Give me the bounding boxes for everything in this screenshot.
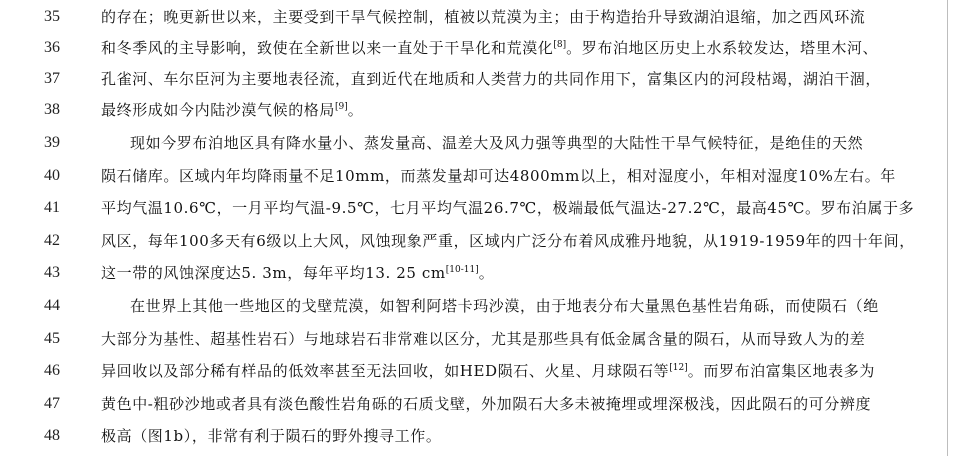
- line-text: [101, 224, 916, 258]
- line-text-main: 异回收以及部分稀有样品的低效率甚至无法回收，如HED陨石、火星、月球陨石等: [101, 362, 670, 380]
- text-line: [0, 256, 947, 290]
- line-text: [101, 322, 916, 356]
- line-number: 42: [44, 232, 60, 249]
- line-text-main: 最终形成如今内陆沙漠气候的格局: [101, 101, 336, 119]
- line-text-main: 现如今罗布泊地区具有降水量小、蒸发量高、温差大及风力强等典型的大陆性干旱气候特征，是绝佳的天然: [130, 134, 864, 152]
- line-text-main: 和冬季风的主导影响，致使在全新世以来一直处于干旱化和荒漠化: [101, 39, 554, 57]
- line-number: 46: [44, 362, 60, 379]
- line-text-main: 黄色中-粗砂沙地或者具有淡色酸性岩角砾的石质戈壁，外加陨石大多未被掩埋或埋深极浅，因此陨石的可分辨度: [101, 395, 872, 413]
- line-number: 41: [44, 199, 60, 216]
- citation-superscript: [12]: [669, 363, 688, 373]
- text-line: [0, 31, 947, 65]
- line-text: [101, 62, 916, 96]
- line-text: [101, 354, 916, 388]
- citation-superscript: [10-11]: [445, 265, 479, 275]
- page-edge-divider: [947, 0, 948, 456]
- line-text: [101, 419, 916, 453]
- line-number: 44: [44, 297, 60, 314]
- line-text-main: 极高（图1b），非常有利于陨石的野外搜寻工作。: [101, 427, 442, 445]
- text-line: [0, 322, 947, 356]
- text-line: [0, 387, 947, 421]
- line-text: [101, 159, 916, 193]
- line-text: [101, 256, 916, 290]
- line-text: [101, 31, 916, 65]
- line-text: [101, 0, 916, 34]
- text-line: [0, 159, 947, 193]
- line-text-main: 平均气温10.6℃，一月平均气温-9.5℃，七月平均气温26.7℃，极端最低气温达-27.2℃，最高45℃。罗布泊属于多: [101, 199, 915, 217]
- text-line: [0, 289, 947, 323]
- line-number: 45: [44, 330, 60, 347]
- text-line: [0, 224, 947, 258]
- citation-superscript: [9]: [335, 102, 348, 112]
- text-line: [0, 354, 947, 388]
- line-number: 43: [44, 264, 60, 281]
- line-text: [130, 289, 916, 323]
- line-number: 38: [44, 101, 60, 118]
- line-text-main: 孔雀河、车尔臣河为主要地表径流，直到近代在地质和人类营力的共同作用下，富集区内的河段枯竭，湖泊干涸，: [101, 70, 882, 88]
- line-text: [130, 126, 916, 160]
- line-text-main: 大部分为基性、超基性岩石）与地球岩石非常难以区分，尤其是那些具有低金属含量的陨石，从而导致人为的差: [101, 330, 866, 348]
- citation-superscript: [8]: [553, 40, 567, 50]
- line-text-after: 。: [478, 264, 495, 282]
- text-line: [0, 419, 947, 453]
- line-number: 35: [44, 8, 60, 25]
- line-text: [101, 191, 916, 225]
- line-number: 39: [44, 134, 60, 151]
- line-text-main: 这一带的风蚀深度达5. 3m，每年平均13. 25 cm: [101, 264, 446, 282]
- line-number: 40: [44, 167, 60, 184]
- line-text-main: 陨石储库。区域内年均降雨量不足10mm，而蒸发量却可达4800mm以上，相对湿度小，年相对湿度10%左右。年: [101, 167, 896, 185]
- text-line: [0, 62, 947, 96]
- line-text-main: 在世界上其他一些地区的戈壁荒漠，如智利阿塔卡玛沙漠，由于地表分布大量黑色基性岩角砾，而使陨石（绝: [130, 297, 879, 315]
- text-line: [0, 126, 947, 160]
- text-line: [0, 0, 947, 34]
- line-text-after: 。而罗布泊富集区地表多为: [687, 362, 875, 380]
- line-number: 48: [44, 427, 60, 444]
- line-text: [101, 387, 916, 421]
- line-number: 37: [44, 70, 60, 87]
- text-line: [0, 93, 947, 127]
- line-number: 36: [44, 39, 60, 56]
- line-text: [101, 93, 916, 127]
- line-text-main: 风区，每年100多天有6级以上大风，风蚀现象严重，区域内广泛分布着风成雅丹地貌，从1919-1959年的四十年间，: [101, 232, 915, 250]
- text-line: [0, 191, 947, 225]
- line-text-after: 。罗布泊地区历史上水系较发达，塔里木河、: [566, 39, 879, 57]
- line-text-main: 的存在；晚更新世以来，主要受到干旱气候控制，植被以荒漠为主；由于构造抬升导致湖泊退缩，加之西风环流: [101, 8, 866, 26]
- line-number: 47: [44, 395, 60, 412]
- line-text-after: 。: [347, 101, 364, 119]
